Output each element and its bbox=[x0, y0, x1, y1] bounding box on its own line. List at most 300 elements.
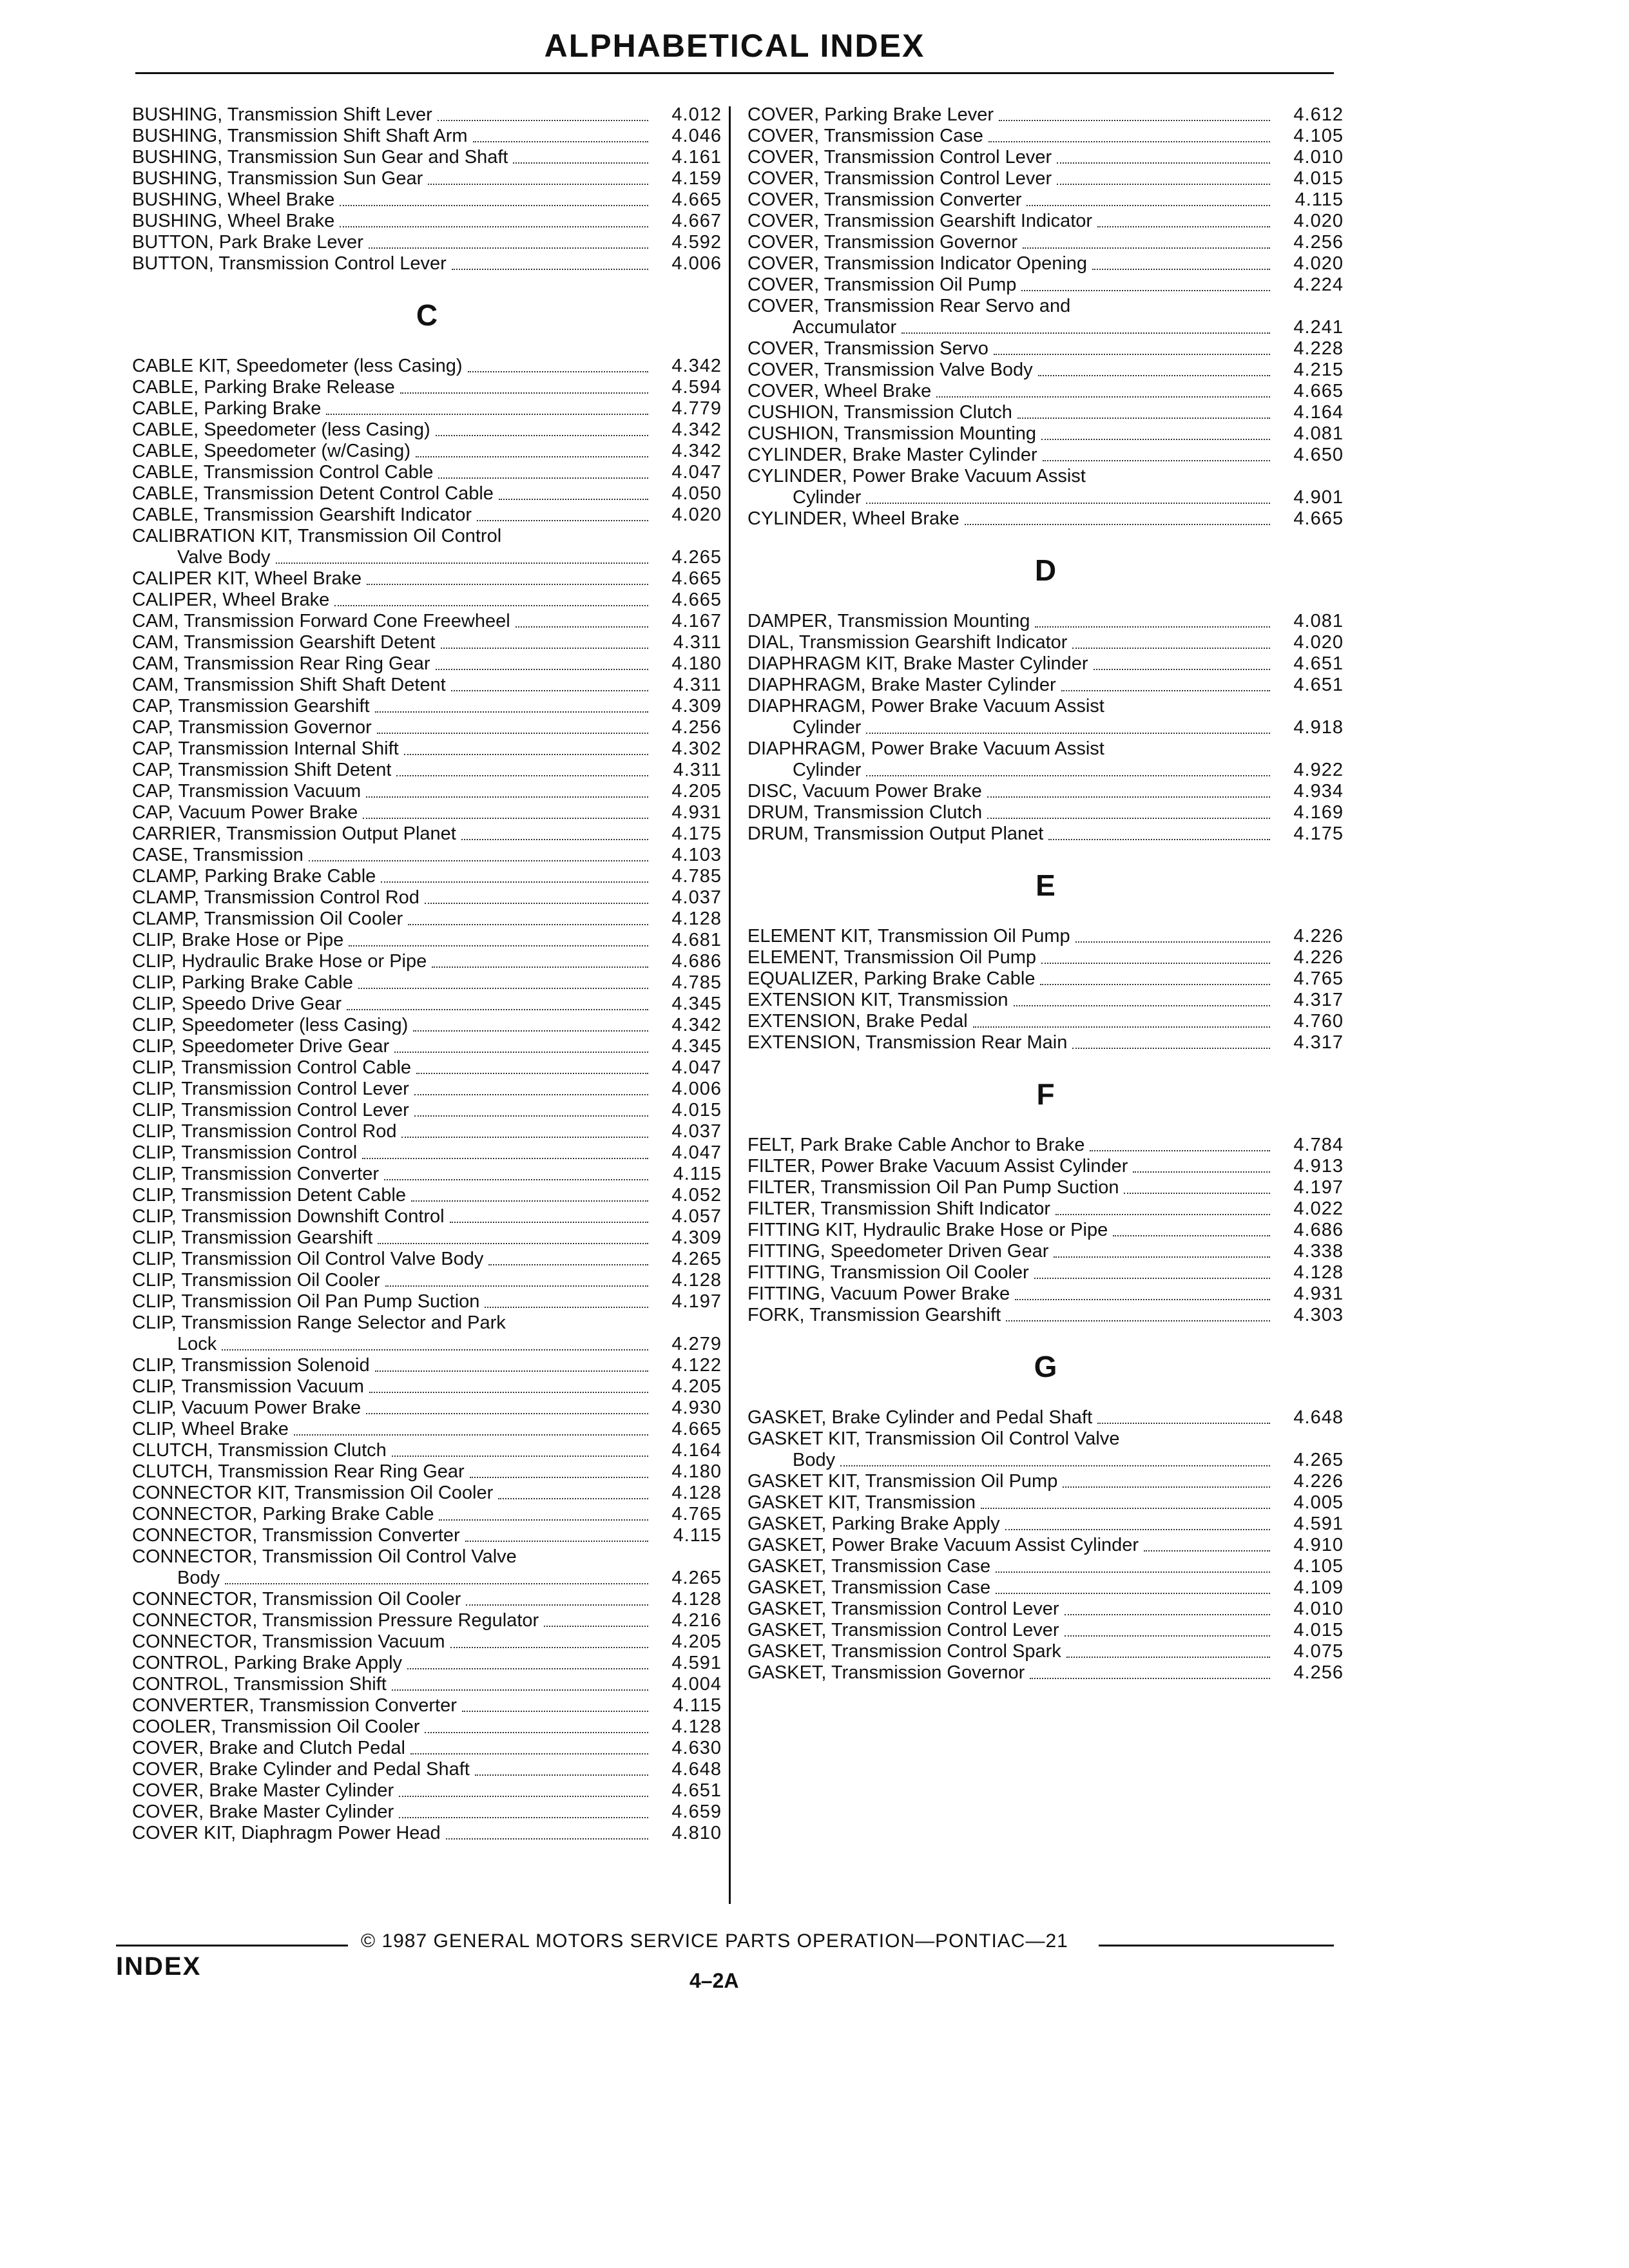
index-entry bbox=[747, 1492, 1344, 1514]
dot-leader bbox=[1017, 418, 1270, 419]
index-entry-text: GASKET, Transmission Case bbox=[747, 1556, 991, 1577]
index-entry-text: DIAPHRAGM, Power Brake Vacuum Assist bbox=[747, 696, 1104, 716]
index-entry bbox=[747, 1577, 1344, 1599]
index-entry-text: FITTING, Speedometer Driven Gear bbox=[747, 1241, 1049, 1262]
index-entry-page: 4.115 bbox=[673, 1164, 722, 1184]
dot-leader bbox=[466, 1604, 648, 1606]
index-entry-continuation: Accumulator bbox=[793, 317, 897, 338]
dot-leader bbox=[988, 141, 1270, 142]
footer-page-number: 4–2A bbox=[689, 1969, 739, 1992]
dot-leader bbox=[425, 1732, 648, 1733]
index-entry-text: DAMPER, Transmission Mounting bbox=[747, 611, 1030, 631]
index-entry bbox=[747, 1220, 1344, 1241]
dot-leader bbox=[1057, 184, 1270, 185]
index-entry-text: CONTROL, Transmission Shift bbox=[132, 1674, 387, 1695]
index-entry-text: CONNECTOR, Transmission Vacuum bbox=[132, 1631, 445, 1652]
index-entry-text: CARRIER, Transmission Output Planet bbox=[132, 823, 456, 844]
index-entry bbox=[132, 1036, 722, 1057]
dot-leader bbox=[1090, 1150, 1270, 1151]
dot-leader bbox=[225, 1583, 648, 1584]
index-entry-page: 4.052 bbox=[671, 1185, 722, 1206]
index-entry-page: 4.303 bbox=[1293, 1305, 1344, 1325]
index-entry-page: 4.128 bbox=[1293, 1262, 1344, 1283]
dot-leader bbox=[936, 396, 1270, 398]
index-entry bbox=[747, 1599, 1344, 1620]
index-entry-text: COOLER, Transmission Oil Cooler bbox=[132, 1716, 420, 1737]
dot-leader bbox=[1043, 460, 1270, 461]
index-entry-text: CABLE, Speedometer (w/Casing) bbox=[132, 441, 410, 461]
dot-leader bbox=[436, 669, 648, 670]
index-entry-page: 4.205 bbox=[671, 1376, 722, 1397]
dot-leader bbox=[488, 1264, 648, 1265]
dot-leader bbox=[428, 184, 648, 185]
dot-leader bbox=[1066, 1657, 1270, 1658]
index-entry-page: 4.226 bbox=[1293, 947, 1344, 968]
index-entry-page: 4.128 bbox=[671, 1716, 722, 1737]
index-entry bbox=[132, 1461, 722, 1483]
index-entry-text: BUSHING, Transmission Sun Gear and Shaft bbox=[132, 147, 508, 168]
index-entry bbox=[747, 1262, 1344, 1283]
index-entry bbox=[747, 1535, 1344, 1556]
index-entry-text: CLIP, Transmission Oil Pan Pump Suction bbox=[132, 1291, 480, 1312]
dot-leader bbox=[866, 775, 1270, 776]
index-entry-text: COVER, Wheel Brake bbox=[747, 381, 932, 401]
dot-leader bbox=[987, 818, 1270, 819]
dot-leader bbox=[276, 562, 648, 564]
dot-leader bbox=[416, 456, 648, 457]
index-entry-text: CABLE, Transmission Control Cable bbox=[132, 462, 434, 483]
dot-leader bbox=[294, 1434, 648, 1436]
dot-leader bbox=[358, 988, 648, 989]
index-entry bbox=[132, 1079, 722, 1100]
index-entry-page: 4.317 bbox=[1293, 1032, 1344, 1053]
index-entry-page: 4.020 bbox=[1293, 211, 1344, 231]
index-entry-text: CALIPER, Wheel Brake bbox=[132, 590, 330, 610]
index-entry-continuation: Cylinder bbox=[793, 717, 862, 738]
index-entry-text: GASKET KIT, Transmission Oil Pump bbox=[747, 1471, 1058, 1492]
dot-leader bbox=[1055, 1214, 1270, 1215]
index-entry-page: 4.015 bbox=[671, 1100, 722, 1120]
index-entry-page: 4.342 bbox=[671, 1015, 722, 1035]
index-entry bbox=[747, 823, 1344, 845]
index-entry-text: BUSHING, Wheel Brake bbox=[132, 189, 335, 210]
index-entry bbox=[132, 377, 722, 398]
index-entry-text: CAM, Transmission Forward Cone Freewheel bbox=[132, 611, 510, 631]
index-entry-page: 4.779 bbox=[671, 398, 722, 419]
index-entry-page: 4.012 bbox=[671, 104, 722, 125]
index-entry-page: 4.006 bbox=[671, 1079, 722, 1099]
index-entry-page: 4.020 bbox=[1293, 253, 1344, 274]
index-entry bbox=[132, 1270, 722, 1291]
dot-leader bbox=[1006, 1320, 1270, 1321]
footer-section-label: INDEX bbox=[116, 1952, 202, 1981]
dot-leader bbox=[377, 733, 648, 734]
left-index-column bbox=[132, 104, 722, 1844]
index-entry-text: CABLE, Parking Brake Release bbox=[132, 377, 395, 398]
dot-leader bbox=[994, 354, 1270, 355]
footer-rule-left bbox=[116, 1945, 348, 1946]
index-entry-text: COVER, Transmission Converter bbox=[747, 189, 1022, 210]
index-entry bbox=[747, 968, 1344, 990]
index-entry-text: CLIP, Speedometer (less Casing) bbox=[132, 1015, 409, 1035]
index-entry bbox=[747, 1177, 1344, 1198]
index-entry bbox=[132, 866, 722, 887]
dot-leader bbox=[369, 1392, 648, 1393]
index-entry bbox=[747, 211, 1344, 232]
index-entry bbox=[132, 1355, 722, 1376]
index-entry-page: 4.317 bbox=[1293, 990, 1344, 1010]
index-entry-text: BUTTON, Transmission Control Lever bbox=[132, 253, 447, 274]
dot-leader bbox=[1061, 690, 1270, 691]
index-entry bbox=[747, 947, 1344, 968]
index-entry-page: 4.934 bbox=[1293, 781, 1344, 802]
index-entry-text: CUSHION, Transmission Mounting bbox=[747, 423, 1037, 444]
index-entry-page: 4.648 bbox=[1293, 1407, 1344, 1428]
index-entry bbox=[132, 802, 722, 823]
index-entry-page: 4.228 bbox=[1293, 338, 1344, 359]
index-entry bbox=[747, 611, 1344, 632]
index-entry-page: 4.180 bbox=[671, 1461, 722, 1482]
index-entry bbox=[132, 590, 722, 611]
index-entry-page: 4.161 bbox=[671, 147, 722, 168]
index-entry-text: CASE, Transmission bbox=[132, 845, 304, 865]
index-entry bbox=[747, 1156, 1344, 1177]
dot-leader bbox=[450, 1222, 648, 1223]
index-entry bbox=[132, 1015, 722, 1036]
index-entry-page: 4.342 bbox=[671, 356, 722, 376]
dot-leader bbox=[396, 775, 648, 776]
index-entry bbox=[747, 1032, 1344, 1053]
index-entry-text: CAP, Vacuum Power Brake bbox=[132, 802, 358, 823]
dot-leader bbox=[470, 1477, 648, 1478]
index-entry-page: 4.022 bbox=[1293, 1198, 1344, 1219]
dot-leader bbox=[385, 1285, 648, 1287]
index-entry bbox=[747, 1620, 1344, 1641]
index-entry-page: 4.010 bbox=[1293, 147, 1344, 168]
index-entry-text: COVER, Transmission Valve Body bbox=[747, 360, 1033, 380]
index-entry-page: 4.128 bbox=[671, 1270, 722, 1291]
index-entry-text: CLAMP, Parking Brake Cable bbox=[132, 866, 376, 887]
dot-leader bbox=[1065, 1614, 1270, 1615]
index-entry bbox=[747, 126, 1344, 147]
index-entry-page: 4.591 bbox=[1293, 1514, 1344, 1534]
index-entry-continuation: Cylinder bbox=[793, 487, 862, 508]
index-entry-text: CLIP, Transmission Control Lever bbox=[132, 1079, 409, 1099]
dot-leader bbox=[840, 1465, 1270, 1466]
index-entry bbox=[132, 1057, 722, 1079]
index-entry-page: 4.311 bbox=[673, 760, 722, 780]
index-entry-text: CAM, Transmission Gearshift Detent bbox=[132, 632, 436, 653]
index-entry-text: CLIP, Parking Brake Cable bbox=[132, 972, 353, 993]
index-entry-page: 4.256 bbox=[1293, 232, 1344, 253]
index-entry-text: CAP, Transmission Vacuum bbox=[132, 781, 361, 802]
index-entry bbox=[132, 1483, 722, 1504]
index-entry-continuation: Body bbox=[177, 1568, 220, 1588]
index-entry bbox=[747, 781, 1344, 802]
index-entry-page: 4.216 bbox=[671, 1610, 722, 1631]
index-entry bbox=[132, 419, 722, 441]
index-entry-page: 4.169 bbox=[1293, 802, 1344, 823]
dot-leader bbox=[866, 733, 1270, 734]
index-entry bbox=[132, 232, 722, 253]
index-entry bbox=[132, 168, 722, 189]
index-entry bbox=[132, 483, 722, 505]
index-entry bbox=[132, 104, 722, 126]
index-entry-text: COVER, Transmission Case bbox=[747, 126, 983, 146]
index-entry-text: COVER, Brake Master Cylinder bbox=[132, 1802, 394, 1822]
index-entry-text: BUTTON, Park Brake Lever bbox=[132, 232, 363, 253]
index-entry bbox=[132, 632, 722, 653]
index-entry bbox=[747, 653, 1344, 675]
dot-leader bbox=[407, 1668, 648, 1669]
index-entry-page: 4.665 bbox=[1293, 508, 1344, 529]
dot-leader bbox=[413, 1030, 648, 1032]
dot-leader bbox=[446, 1838, 648, 1840]
section-letter-heading: F bbox=[1036, 1077, 1055, 1111]
index-entry bbox=[132, 147, 722, 168]
dot-leader bbox=[399, 1817, 648, 1818]
index-entry bbox=[132, 126, 722, 147]
index-entry bbox=[747, 1514, 1344, 1535]
index-entry-text: CONNECTOR, Transmission Oil Control Valve bbox=[132, 1546, 517, 1567]
index-entry-page: 4.810 bbox=[671, 1823, 722, 1843]
index-entry bbox=[747, 104, 1344, 126]
dot-leader bbox=[1023, 247, 1270, 249]
section-letter-heading: E bbox=[1036, 869, 1055, 902]
index-entry-page: 4.081 bbox=[1293, 611, 1344, 631]
index-entry bbox=[132, 1376, 722, 1398]
index-entry-text: GASKET, Transmission Case bbox=[747, 1577, 991, 1598]
dot-leader bbox=[996, 1571, 1270, 1573]
index-entry bbox=[132, 441, 722, 462]
dot-leader bbox=[465, 1541, 648, 1542]
index-entry-text: CYLINDER, Brake Master Cylinder bbox=[747, 445, 1037, 465]
dot-leader bbox=[965, 524, 1270, 525]
index-entry-page: 4.681 bbox=[671, 930, 722, 950]
index-entry-text: GASKET KIT, Transmission Oil Control Valve bbox=[747, 1428, 1120, 1449]
index-entry-page: 4.338 bbox=[1293, 1241, 1344, 1262]
index-entry bbox=[132, 1759, 722, 1780]
index-entry bbox=[747, 466, 1344, 508]
index-entry-page: 4.075 bbox=[1293, 1641, 1344, 1662]
index-entry-page: 4.651 bbox=[1293, 675, 1344, 695]
index-entry-text: CLIP, Transmission Downshift Control bbox=[132, 1206, 445, 1227]
index-entry-text: CLAMP, Transmission Control Rod bbox=[132, 887, 419, 908]
index-entry bbox=[132, 1419, 722, 1440]
index-entry-page: 4.265 bbox=[671, 1568, 722, 1588]
index-entry bbox=[132, 1227, 722, 1249]
index-entry-text: CLUTCH, Transmission Clutch bbox=[132, 1440, 387, 1461]
index-entry-text: ELEMENT KIT, Transmission Oil Pump bbox=[747, 926, 1070, 947]
index-entry-text: CONNECTOR, Transmission Pressure Regulator bbox=[132, 1610, 539, 1631]
dot-leader bbox=[866, 503, 1270, 504]
index-entry bbox=[132, 1206, 722, 1227]
dot-leader bbox=[375, 711, 648, 713]
index-entry bbox=[132, 1291, 722, 1312]
index-entry-text: BUSHING, Transmission Sun Gear bbox=[132, 168, 423, 189]
index-entry bbox=[132, 1100, 722, 1121]
dot-leader bbox=[438, 120, 648, 121]
index-entry bbox=[132, 1121, 722, 1142]
dot-leader bbox=[1065, 1635, 1270, 1637]
index-entry bbox=[132, 1440, 722, 1461]
index-entry bbox=[747, 168, 1344, 189]
dot-leader bbox=[362, 1158, 648, 1159]
index-entry bbox=[132, 356, 722, 377]
index-entry-page: 4.311 bbox=[673, 632, 722, 653]
index-entry-text: CLIP, Speedometer Drive Gear bbox=[132, 1036, 390, 1057]
index-entry-text: COVER, Transmission Oil Pump bbox=[747, 274, 1017, 295]
index-entry-page: 4.197 bbox=[1293, 1177, 1344, 1198]
index-entry-page: 4.784 bbox=[1293, 1135, 1344, 1155]
index-entry-text: ELEMENT, Transmission Oil Pump bbox=[747, 947, 1037, 968]
index-entry-page: 4.015 bbox=[1293, 1620, 1344, 1640]
index-entry-page: 4.612 bbox=[1293, 104, 1344, 125]
index-entry-page: 4.115 bbox=[1295, 189, 1344, 210]
index-entry bbox=[747, 1305, 1344, 1326]
dot-leader bbox=[452, 269, 648, 270]
index-entry bbox=[747, 1283, 1344, 1305]
index-entry-page: 4.910 bbox=[1293, 1535, 1344, 1555]
index-entry-page: 4.175 bbox=[671, 823, 722, 844]
index-entry bbox=[747, 696, 1344, 738]
index-entry bbox=[132, 1738, 722, 1759]
dot-leader bbox=[1015, 1299, 1270, 1300]
index-entry bbox=[132, 887, 722, 908]
index-entry-text: CLIP, Transmission Oil Cooler bbox=[132, 1270, 380, 1291]
index-entry-page: 4.901 bbox=[1293, 487, 1344, 508]
index-entry-text: CLIP, Transmission Control Rod bbox=[132, 1121, 397, 1142]
index-entry-page: 4.342 bbox=[671, 441, 722, 461]
index-entry-page: 4.686 bbox=[671, 951, 722, 972]
index-entry-page: 4.665 bbox=[671, 1419, 722, 1439]
index-entry-page: 4.047 bbox=[671, 1057, 722, 1078]
dot-leader bbox=[408, 924, 648, 925]
index-entry-continuation: Valve Body bbox=[177, 547, 271, 568]
index-entry-page: 4.630 bbox=[671, 1738, 722, 1758]
index-entry-text: COVER, Transmission Control Lever bbox=[747, 168, 1052, 189]
index-entry-text: FITTING KIT, Hydraulic Brake Hose or Pipe bbox=[747, 1220, 1108, 1240]
dot-leader bbox=[1057, 162, 1270, 164]
index-entry-text: GASKET, Parking Brake Apply bbox=[747, 1514, 1000, 1534]
index-entry bbox=[132, 1780, 722, 1802]
index-entry-text: GASKET, Brake Cylinder and Pedal Shaft bbox=[747, 1407, 1093, 1428]
dot-leader bbox=[1144, 1550, 1270, 1552]
dot-leader bbox=[416, 1073, 648, 1074]
dot-leader bbox=[1040, 984, 1270, 985]
footer-copyright: © 1987 GENERAL MOTORS SERVICE PARTS OPERATION—PONTIAC—21 bbox=[361, 1930, 1068, 1952]
index-entry bbox=[747, 675, 1344, 696]
index-entry-page: 4.651 bbox=[671, 1780, 722, 1801]
index-entry bbox=[132, 760, 722, 781]
dot-leader bbox=[1113, 1235, 1270, 1236]
index-entry bbox=[132, 1674, 722, 1695]
dot-leader bbox=[394, 1052, 648, 1053]
index-entry bbox=[747, 1011, 1344, 1032]
index-entry-text: CLIP, Transmission Range Selector and Park bbox=[132, 1312, 506, 1333]
index-entry-page: 4.302 bbox=[671, 738, 722, 759]
index-entry-text: GASKET, Transmission Control Lever bbox=[747, 1599, 1059, 1619]
index-entry bbox=[132, 1716, 722, 1738]
dot-leader bbox=[1041, 963, 1270, 964]
index-entry bbox=[132, 211, 722, 232]
index-entry-text: DISC, Vacuum Power Brake bbox=[747, 781, 982, 802]
index-entry-continuation: Lock bbox=[177, 1334, 217, 1354]
dot-leader bbox=[392, 1689, 648, 1691]
right-index-column bbox=[747, 104, 1344, 1684]
index-entry bbox=[132, 398, 722, 419]
index-entry-text: CLIP, Hydraulic Brake Hose or Pipe bbox=[132, 951, 427, 972]
index-entry-page: 4.164 bbox=[671, 1440, 722, 1461]
index-entry-text: DIAPHRAGM, Brake Master Cylinder bbox=[747, 675, 1056, 695]
index-entry-continuation: Cylinder bbox=[793, 760, 862, 780]
dot-leader bbox=[399, 1796, 648, 1797]
dot-leader bbox=[326, 414, 648, 415]
index-entry bbox=[132, 717, 722, 738]
index-entry-text: GASKET, Transmission Control Spark bbox=[747, 1641, 1061, 1662]
index-entry-page: 4.105 bbox=[1293, 126, 1344, 146]
dot-leader bbox=[477, 520, 648, 521]
section-letter-heading: G bbox=[1034, 1350, 1057, 1383]
dot-leader bbox=[473, 141, 648, 142]
index-entry-page: 4.128 bbox=[671, 1483, 722, 1503]
dot-leader bbox=[1035, 626, 1270, 628]
index-entry-text: CLIP, Transmission Solenoid bbox=[132, 1355, 370, 1376]
dot-leader bbox=[439, 1519, 648, 1521]
dot-leader bbox=[401, 1137, 648, 1138]
index-entry-page: 4.109 bbox=[1293, 1577, 1344, 1598]
index-entry-page: 4.046 bbox=[671, 126, 722, 146]
index-entry-page: 4.309 bbox=[671, 696, 722, 716]
dot-leader bbox=[475, 1774, 648, 1776]
index-entry-page: 4.020 bbox=[1293, 632, 1344, 653]
dot-leader bbox=[366, 1413, 648, 1414]
dot-leader bbox=[1097, 1423, 1270, 1424]
index-entry-text: CABLE, Parking Brake bbox=[132, 398, 322, 419]
index-entry bbox=[747, 1662, 1344, 1684]
index-entry-page: 4.913 bbox=[1293, 1156, 1344, 1177]
index-entry-text: COVER, Transmission Governor bbox=[747, 232, 1018, 253]
index-entry-page: 4.050 bbox=[671, 483, 722, 504]
index-entry-text: CLIP, Transmission Gearshift bbox=[132, 1227, 373, 1248]
dot-leader bbox=[1041, 439, 1270, 440]
dot-leader bbox=[451, 690, 648, 691]
dot-leader bbox=[381, 881, 648, 883]
index-entry-text: GASKET KIT, Transmission bbox=[747, 1492, 976, 1513]
index-entry-page: 4.650 bbox=[1293, 445, 1344, 465]
index-entry-text: CLIP, Wheel Brake bbox=[132, 1419, 289, 1439]
index-entry bbox=[132, 1142, 722, 1164]
dot-leader bbox=[996, 1593, 1270, 1594]
index-entry-text: FITTING, Transmission Oil Cooler bbox=[747, 1262, 1029, 1283]
index-entry-text: CONVERTER, Transmission Converter bbox=[132, 1695, 457, 1716]
index-entry bbox=[132, 505, 722, 526]
index-entry-page: 4.665 bbox=[671, 590, 722, 610]
index-entry-text: CALIPER KIT, Wheel Brake bbox=[132, 568, 362, 589]
title-rule bbox=[135, 72, 1334, 74]
index-entry-page: 4.931 bbox=[1293, 1283, 1344, 1304]
index-entry bbox=[132, 1589, 722, 1610]
index-entry-page: 4.226 bbox=[1293, 926, 1344, 947]
index-entry bbox=[747, 1198, 1344, 1220]
index-entry-page: 4.005 bbox=[1293, 1492, 1344, 1513]
index-entry-continuation: Body bbox=[793, 1450, 836, 1470]
index-entry-page: 4.167 bbox=[671, 611, 722, 631]
dot-leader bbox=[1075, 941, 1270, 943]
page-title: ALPHABETICAL INDEX bbox=[544, 28, 925, 64]
index-entry bbox=[132, 462, 722, 483]
dot-leader bbox=[1092, 269, 1270, 270]
